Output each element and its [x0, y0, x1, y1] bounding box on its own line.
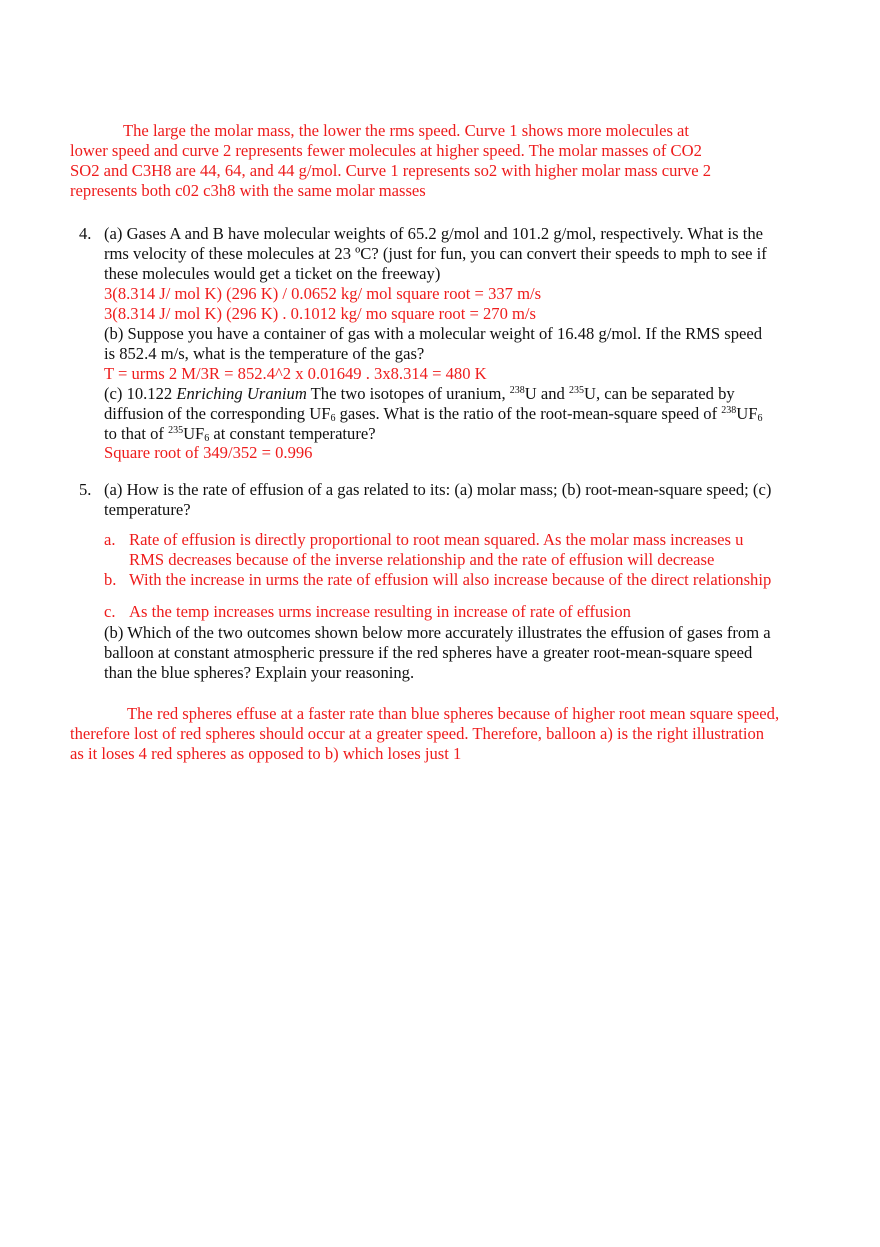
superscript: 238 [509, 385, 525, 396]
answer-line: lower speed and curve 2 represents fewer molecules at higher speed. The molar masses of CO2 [70, 141, 702, 160]
question-line: these molecules would get a ticket on the freeway) [104, 264, 441, 283]
text: at constant temperature? [209, 424, 376, 443]
answer-line: The large the molar mass, the lower the rms speed. Curve 1 shows more molecules at [123, 121, 690, 140]
question-line: (b) Suppose you have a container of gas with a molecular weight of 16.48 g/mol. If the RMS speed [104, 324, 763, 343]
answer-line: 3(8.314 J/ mol K) (296 K) . 0.1012 kg/ mo square root = 270 m/s [104, 304, 537, 323]
text: gases. What is the ratio of the root-mean-square speed of [335, 404, 722, 423]
text: UF [736, 404, 758, 423]
answer-line: as it loses 4 red spheres as opposed to b) which loses just 1 [70, 744, 462, 763]
text: U, can be separated by [584, 384, 735, 403]
list-marker: a. [104, 530, 116, 549]
text: The two isotopes of uranium, [306, 384, 510, 403]
text: diffusion of the corresponding UF [104, 404, 331, 423]
text: UF [183, 424, 205, 443]
question-line: balloon at constant atmospheric pressure if the red spheres have a greater root-mean-square speed [104, 643, 753, 662]
text: U and [524, 384, 570, 403]
question-line: (b) Which of the two outcomes shown below more accurately illustrates the effusion of gases from a [104, 623, 771, 642]
superscript: 235 [168, 425, 184, 436]
answer-line: Rate of effusion is directly proportional to root mean squared. As the molar mass increases u [129, 530, 744, 549]
answer-line: T = urms 2 M/3R = 852.4^2 x 0.01649 . 3x8.314 = 480 K [104, 364, 487, 383]
question-line: is 852.4 m/s, what is the temperature of the gas? [104, 344, 425, 363]
answer-line: therefore lost of red spheres should occur at a greater speed. Therefore, balloon a) is the right illustration [70, 724, 765, 743]
answer-line: With the increase in urms the rate of effusion will also increase because of the direct relationship [129, 570, 772, 589]
subscript: 6 [330, 413, 336, 424]
subscript: 6 [204, 433, 210, 444]
question-line: temperature? [104, 500, 191, 519]
question-line [104, 384, 735, 404]
answer-line: As the temp increases urms increase resulting in increase of rate of effusion [129, 602, 631, 621]
superscript: 235 [569, 385, 585, 396]
question-line: (a) How is the rate of effusion of a gas related to its: (a) molar mass; (b) root-mean-square speed; (c) [104, 480, 772, 499]
answer-line: The red spheres effuse at a faster rate than blue spheres because of higher root mean square speed, [127, 704, 780, 723]
answer-line: 3(8.314 J/ mol K) (296 K) / 0.0652 kg/ mol square root = 337 m/s [104, 284, 542, 303]
question-line [104, 404, 763, 424]
list-marker: b. [104, 570, 117, 589]
text: to that of [104, 424, 169, 443]
problem-title: Enriching Uranium [176, 384, 307, 403]
question-line: (a) Gases A and B have molecular weights of 65.2 g/mol and 101.2 g/mol, respectively. What is the [104, 224, 763, 243]
answer-line: SO2 and C3H8 are 44, 64, and 44 g/mol. Curve 1 represents so2 with higher molar mass curve 2 [70, 161, 712, 180]
text: (c) 10.122 [104, 384, 177, 403]
list-marker: c. [104, 602, 116, 621]
question-line: rms velocity of these molecules at 23 ºC? (just for fun, you can convert their speeds to mph to see if [104, 244, 767, 263]
question-number: 5. [79, 480, 92, 499]
answer-line: represents both c02 c3h8 with the same molar masses [70, 181, 426, 200]
question-line: than the blue spheres? Explain your reasoning. [104, 663, 415, 682]
subscript: 6 [757, 413, 763, 424]
question-number: 4. [79, 224, 92, 243]
superscript: 238 [721, 405, 737, 416]
answer-line: RMS decreases because of the inverse relationship and the rate of effusion will decrease [129, 550, 715, 569]
answer-line: Square root of 349/352 = 0.996 [104, 443, 313, 462]
question-line [104, 424, 376, 444]
